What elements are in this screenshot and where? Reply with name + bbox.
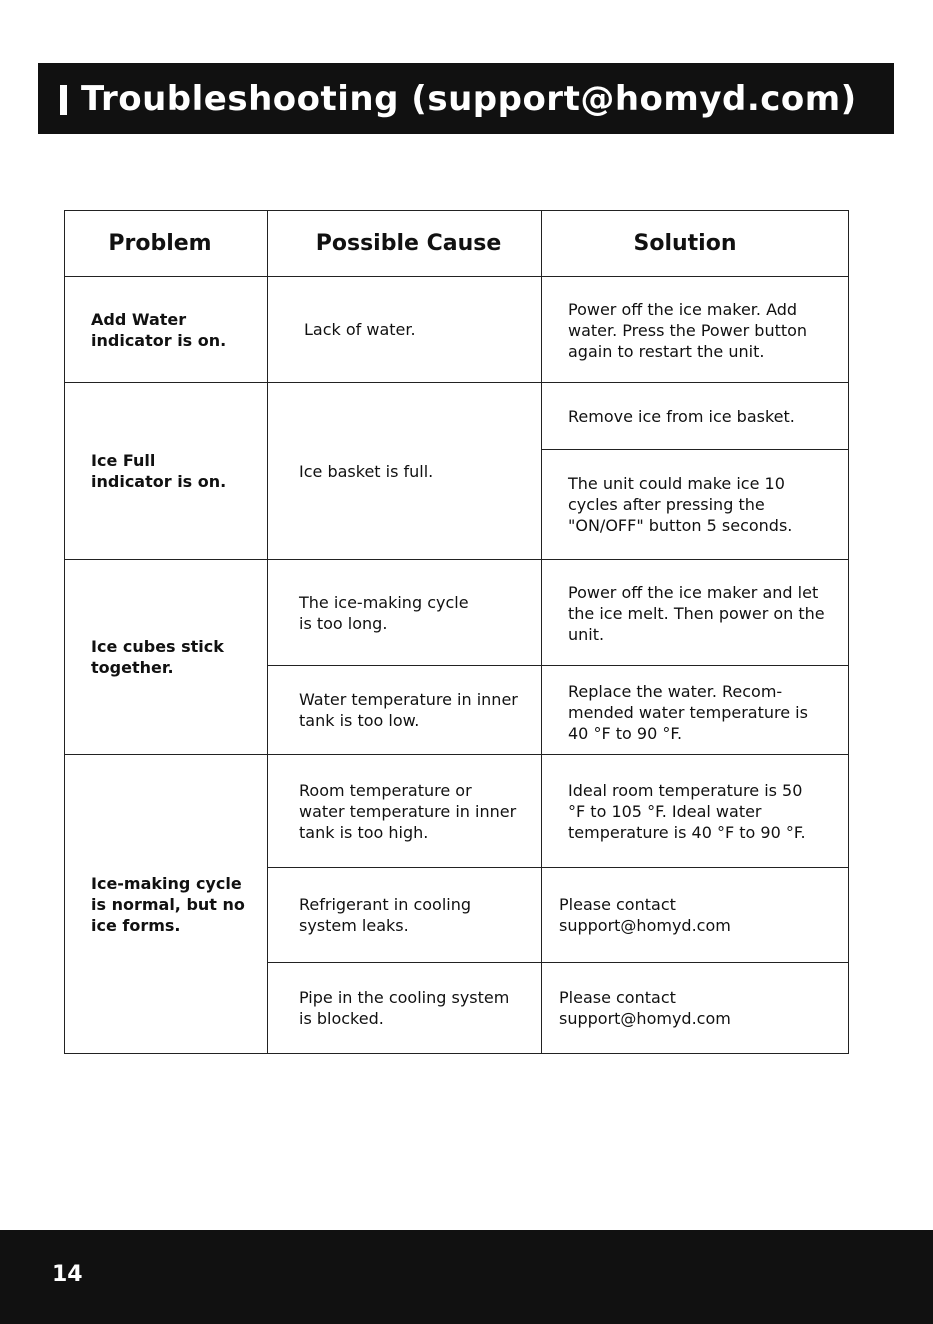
solution-cell: Remove ice from ice basket. bbox=[568, 406, 795, 426]
page-header bbox=[38, 63, 894, 134]
problem-cell: Ice Full indicator is on. bbox=[91, 451, 227, 491]
solution-cell: Please contact support@homyd.com bbox=[559, 988, 731, 1028]
cause-cell: Water temperature in inner tank is too low. bbox=[299, 690, 518, 730]
cause-cell: Ice basket is full. bbox=[299, 461, 434, 481]
solution-cell: Power off the ice maker. Add water. Press the Power button again to restart the unit. bbox=[568, 300, 808, 361]
header-problem: Problem bbox=[108, 231, 212, 256]
troubleshooting-table bbox=[64, 210, 849, 1054]
cause-cell: Room temperature or water temperature in inner tank is too high. bbox=[299, 780, 517, 842]
cause-cell: Pipe in the cooling system is blocked. bbox=[299, 988, 510, 1028]
page-footer bbox=[0, 1230, 933, 1324]
cause-cell: Refrigerant in cooling system leaks. bbox=[299, 895, 472, 935]
problem-cell: Ice cubes stick together. bbox=[91, 637, 224, 677]
problem-cell: Add Water indicator is on. bbox=[91, 309, 227, 350]
solution-cell: The unit could make ice 10 cycles after pressing the "ON/OFF" button 5 seconds. bbox=[568, 474, 793, 535]
header-solution: Solution bbox=[633, 231, 737, 256]
cause-cell: Lack of water. bbox=[304, 320, 416, 339]
solution-cell: Power off the ice maker and let the ice melt. Then power on the unit. bbox=[568, 583, 825, 644]
header-accent-bar bbox=[60, 85, 67, 115]
page-number: 14 bbox=[52, 1262, 83, 1287]
page-title: Troubleshooting (support@homyd.com) bbox=[81, 78, 857, 119]
column-divider bbox=[541, 211, 542, 1053]
solution-cell: Ideal room temperature is 50 °F to 105 °F. Ideal water temperature is 40 °F to 90 °F. bbox=[568, 780, 806, 842]
problem-cell: Ice-making cycle is normal, but no ice forms. bbox=[91, 873, 245, 935]
solution-cell: Please contact support@homyd.com bbox=[559, 895, 731, 935]
solution-cell: Replace the water. Recom- mended water temperature is 40 °F to 90 °F. bbox=[568, 681, 808, 743]
cause-cell: The ice-making cycle is too long. bbox=[299, 592, 469, 633]
column-divider bbox=[267, 211, 268, 1053]
header-possible-cause: Possible Cause bbox=[315, 231, 502, 256]
